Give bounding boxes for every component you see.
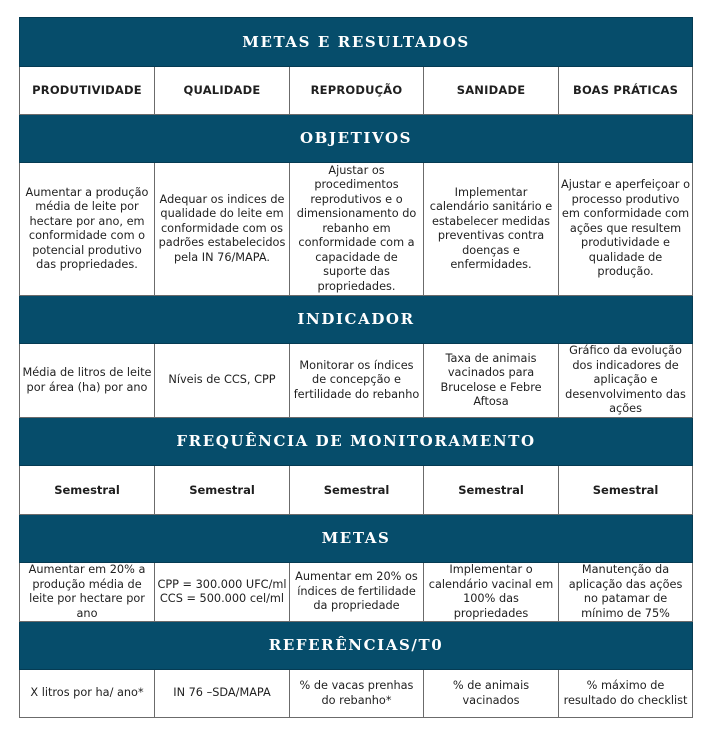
column-header-qualidade: QUALIDADE [155,67,290,115]
column-header-boas-praticas: BOAS PRÁTICAS [559,67,693,115]
table-cell: IN 76 –SDA/MAPA [155,670,290,718]
table-row-metas [20,563,693,622]
table-cell: Aumentar em 20% os índices de fertilidade da propriedade [290,563,424,622]
table-cell: Implementar o calendário vacinal em 100% das propriedades [424,563,559,622]
section-heading: REFERÊNCIAS/T0 [20,622,693,670]
section-heading: FREQUÊNCIA DE MONITORAMENTO [20,418,693,466]
table-cell: Taxa de animais vacinados para Brucelose e Febre Aftosa [424,344,559,418]
table-row-indicador [20,344,693,418]
section-heading: INDICADOR [20,296,693,344]
table-cell: Adequar os indices de qualidade do leite em conformidade com os padrões estabelecidos pela IN 76/MAPA. [155,163,290,296]
section-band-metas [20,515,693,563]
section-heading: METAS [20,515,693,563]
section-band-frequencia [20,418,693,466]
column-header-reproducao: REPRODUÇÃO [290,67,424,115]
section-heading: OBJETIVOS [20,115,693,163]
column-header-row [20,67,693,115]
table-title: METAS E RESULTADOS [20,18,693,67]
title-band [20,18,693,67]
section-band-referencias [20,622,693,670]
table-cell: Manutenção da aplicação das ações no patamar de mínimo de 75% [559,563,693,622]
table-cell: Níveis de CCS, CPP [155,344,290,418]
column-header-sanidade: SANIDADE [424,67,559,115]
table-cell: Monitorar os índices de concepção e fertilidade do rebanho [290,344,424,418]
table-cell: Semestral [424,466,559,515]
table-row-frequencia [20,466,693,515]
section-band-indicador [20,296,693,344]
table-cell: Aumentar a produção média de leite por hectare por ano, em conformidade com o potencial produtivo das propriedades. [20,163,155,296]
table-cell: Semestral [20,466,155,515]
table-cell: Semestral [155,466,290,515]
goals-results-table [19,17,693,718]
table-cell: Ajustar os procedimentos reprodutivos e o dimensionamento do rebanho em conformidade com a capacidade de suporte das propriedades. [290,163,424,296]
table-cell: Gráfico da evolução dos indicadores de aplicação e desenvolvimento das ações [559,344,693,418]
column-header-produtividade: PRODUTIVIDADE [20,67,155,115]
table-cell: Média de litros de leite por área (ha) por ano [20,344,155,418]
table-cell: Semestral [290,466,424,515]
table-row-objetivos [20,163,693,296]
table-cell: X litros por ha/ ano* [20,670,155,718]
table-cell: % de vacas prenhas do rebanho* [290,670,424,718]
table-cell: % de animais vacinados [424,670,559,718]
table-cell: Semestral [559,466,693,515]
table-cell: CPP = 300.000 UFC/ml CCS = 500.000 cel/ml [155,563,290,622]
table-cell: % máximo de resultado do checklist [559,670,693,718]
table-row-referencias [20,670,693,718]
table-cell: Implementar calendário sanitário e estabelecer medidas preventivas contra doenças e enfermidades. [424,163,559,296]
table-cell: Aumentar em 20% a produção média de leite por hectare por ano [20,563,155,622]
section-band-objetivos [20,115,693,163]
table-cell: Ajustar e aperfeiçoar o processo produtivo em conformidade com ações que resultem produtividade e qualidade de produção. [559,163,693,296]
